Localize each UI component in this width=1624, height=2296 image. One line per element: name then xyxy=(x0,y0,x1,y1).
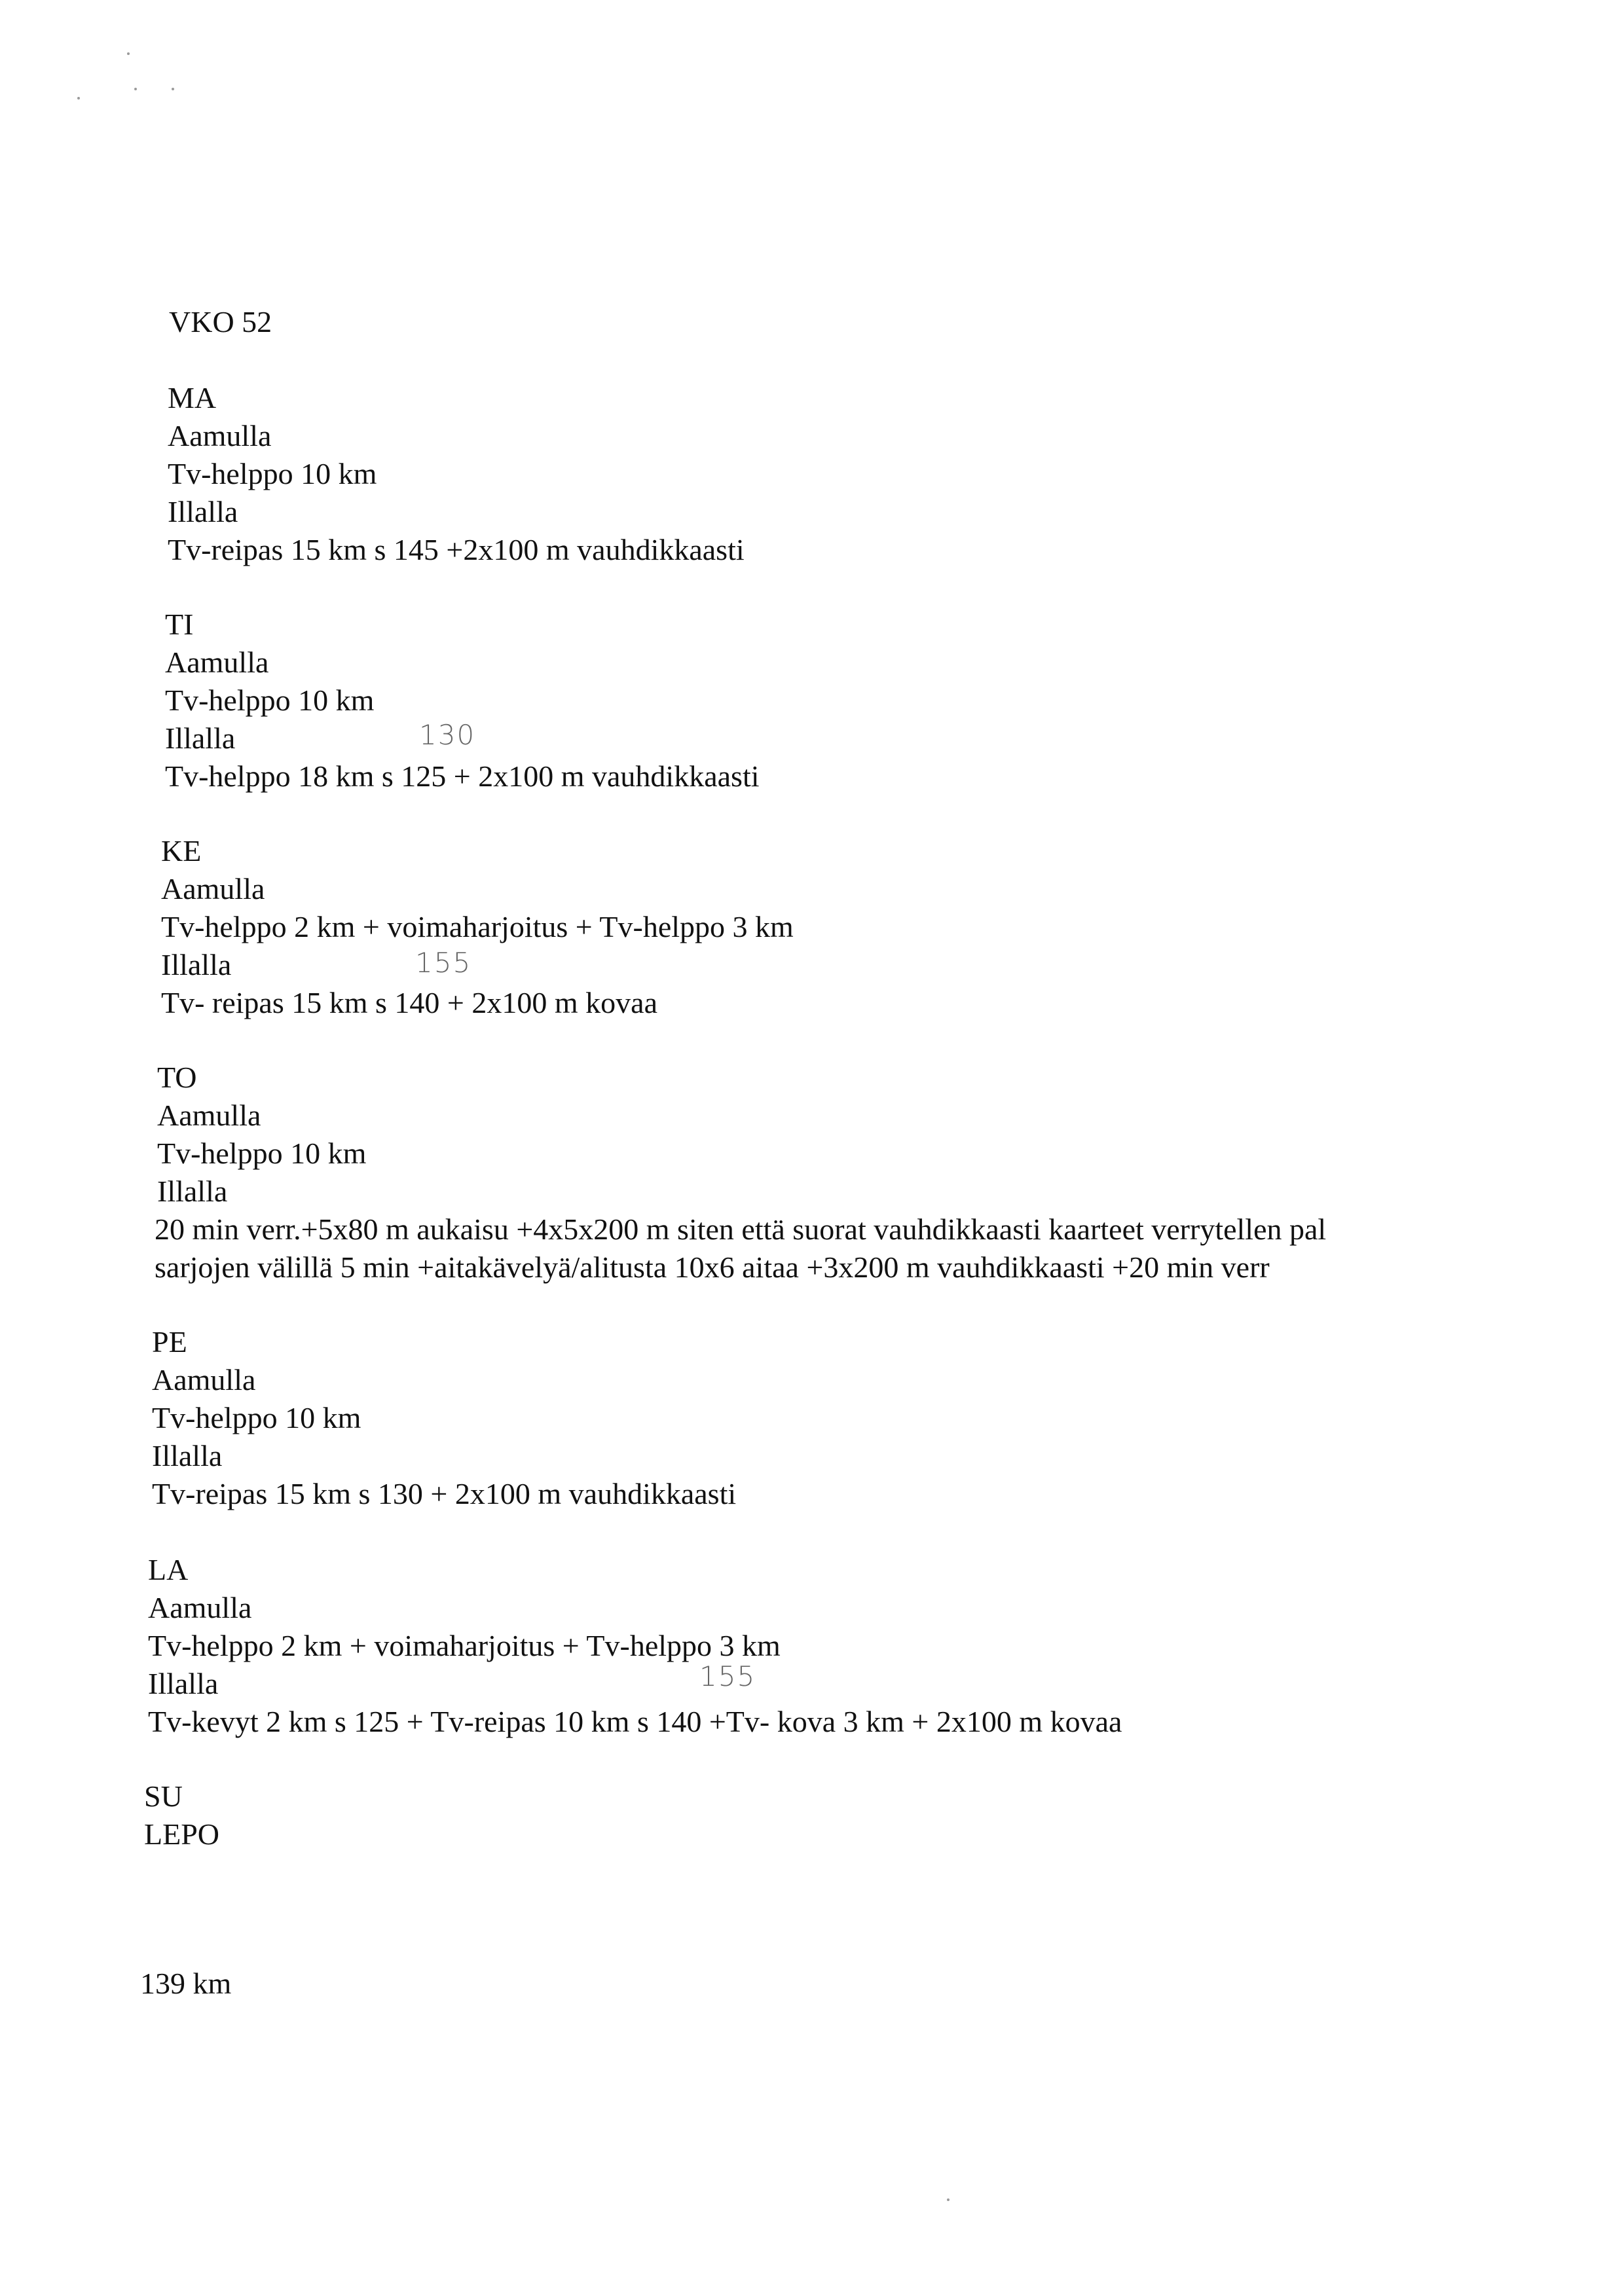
morning-workout: Tv-helppo 10 km xyxy=(165,683,375,717)
day-heading-ti: TI xyxy=(165,608,194,641)
handwritten-note: 155 xyxy=(415,947,472,979)
morning-workout: Tv-helppo 2 km + voimaharjoitus + Tv-helppo 3 km xyxy=(161,910,794,943)
weekly-total: 139 km xyxy=(140,1967,232,2000)
evening-workout: Tv-reipas 15 km s 145 +2x100 m vauhdikkaasti xyxy=(168,533,745,566)
evening-workout: Tv- reipas 15 km s 140 + 2x100 m kovaa xyxy=(161,986,657,1019)
scan-speck xyxy=(127,52,130,55)
evening-label: Illalla xyxy=(157,1175,228,1208)
morning-workout: Tv-helppo 10 km xyxy=(157,1137,367,1170)
day-heading-la: LA xyxy=(148,1553,189,1586)
evening-workout: 20 min verr.+5x80 m aukaisu +4x5x200 m siten että suorat vauhdikkaasti kaarteet verrytellen pal xyxy=(155,1212,1327,1246)
morning-label: Aamulla xyxy=(157,1099,261,1132)
day-heading-to: TO xyxy=(157,1061,197,1094)
day-heading-pe: PE xyxy=(152,1325,187,1358)
evening-label: Illalla xyxy=(161,948,232,981)
scan-speck xyxy=(947,2198,950,2201)
morning-label: Aamulla xyxy=(152,1363,256,1396)
evening-workout: Tv-kevyt 2 km s 125 + Tv-reipas 10 km s 140 +Tv- kova 3 km + 2x100 m kovaa xyxy=(148,1705,1122,1738)
evening-workout-continued: sarjojen välillä 5 min +aitakävelyä/alitusta 10x6 aitaa +3x200 m vauhdikkaasti +20 min verr xyxy=(155,1250,1270,1284)
handwritten-note: 130 xyxy=(419,719,476,751)
scan-speck xyxy=(134,88,137,90)
morning-label: Aamulla xyxy=(161,872,265,905)
morning-label: Aamulla xyxy=(148,1591,252,1624)
scan-speck xyxy=(77,97,80,100)
morning-label: Aamulla xyxy=(168,419,272,452)
evening-label: Illalla xyxy=(165,721,236,755)
morning-workout: Tv-helppo 10 km xyxy=(152,1401,361,1434)
day-heading-ma: MA xyxy=(168,381,217,414)
day-heading-ke: KE xyxy=(161,834,202,867)
day-heading-su: SU xyxy=(144,1779,183,1813)
evening-label: Illalla xyxy=(148,1667,219,1700)
evening-workout: Tv-reipas 15 km s 130 + 2x100 m vauhdikkaasti xyxy=(152,1477,737,1510)
rest-day-label: LEPO xyxy=(144,1817,219,1851)
morning-workout: Tv-helppo 10 km xyxy=(168,457,377,490)
evening-label: Illalla xyxy=(152,1439,223,1472)
evening-workout: Tv-helppo 18 km s 125 + 2x100 m vauhdikkaasti xyxy=(165,759,760,793)
handwritten-note: 155 xyxy=(699,1660,756,1692)
week-heading: VKO 52 xyxy=(169,305,272,338)
morning-label: Aamulla xyxy=(165,646,269,679)
evening-label: Illalla xyxy=(168,495,238,528)
scan-speck xyxy=(172,88,174,90)
morning-workout: Tv-helppo 2 km + voimaharjoitus + Tv-helppo 3 km xyxy=(148,1629,781,1662)
